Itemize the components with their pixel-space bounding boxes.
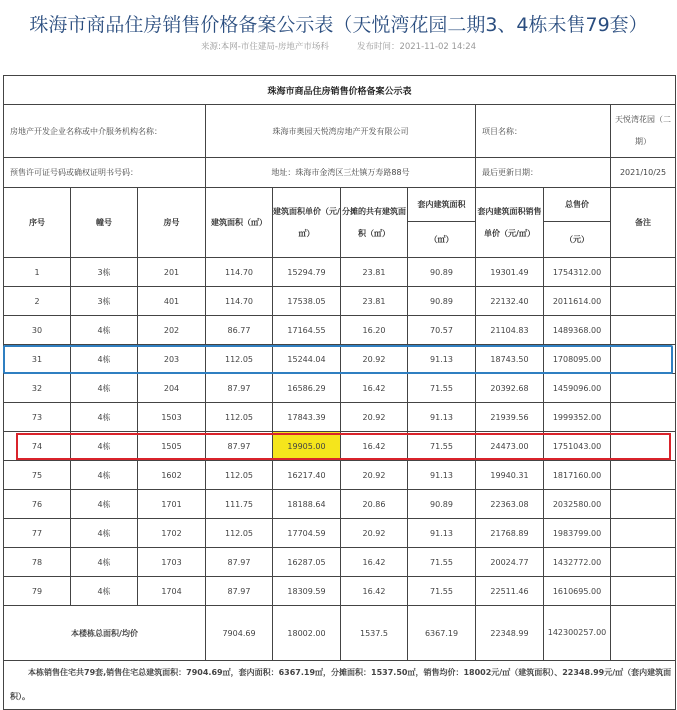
header-remark: 备注 (611, 188, 676, 258)
cell-unit-price: 17164.55 (273, 316, 341, 345)
cell-area: 87.97 (206, 577, 273, 606)
cell-area: 112.05 (206, 345, 273, 374)
cell-unit-price: 16287.05 (273, 548, 341, 577)
cell-shared: 23.81 (341, 287, 408, 316)
table-caption: 珠海市商品住房销售价格备案公示表 (4, 76, 676, 105)
cell-unit-price: 15294.79 (273, 258, 341, 287)
cell-building: 3栋 (71, 287, 138, 316)
cell-shared: 16.42 (341, 548, 408, 577)
cell-inner-area: 71.55 (408, 548, 476, 577)
header-room: 房号 (138, 188, 206, 258)
cell-room: 204 (138, 374, 206, 403)
cell-area: 112.05 (206, 519, 273, 548)
cell-total: 1432772.00 (544, 548, 611, 577)
cell-remark (611, 432, 676, 461)
cell-area: 87.97 (206, 548, 273, 577)
summary-text (4, 661, 676, 710)
table-row (4, 548, 676, 577)
cell-inner-area: 90.89 (408, 258, 476, 287)
table-row (4, 374, 676, 403)
cell-inner-area: 71.55 (408, 577, 476, 606)
cell-total: 1459096.00 (544, 374, 611, 403)
header-inner-area: 套内建筑面积 (408, 188, 476, 222)
header-shared: 分摊的共有建筑面积（㎡） (341, 188, 408, 258)
cell-inner-area: 91.13 (408, 345, 476, 374)
price-table (3, 75, 676, 710)
table-row (4, 403, 676, 432)
cell-shared: 20.92 (341, 461, 408, 490)
cell-no: 78 (4, 548, 71, 577)
address: 地址：珠海市金湾区三灶镇万寿路88号 (206, 158, 476, 188)
cell-inner-area: 90.89 (408, 287, 476, 316)
cell-inner-area: 91.13 (408, 461, 476, 490)
cell-inner-price: 24473.00 (476, 432, 544, 461)
cell-remark (611, 345, 676, 374)
cell-shared: 16.20 (341, 316, 408, 345)
cell-building: 4栋 (71, 432, 138, 461)
cell-area: 112.05 (206, 461, 273, 490)
header-building: 幢号 (71, 188, 138, 258)
cell-total: 1751043.00 (544, 432, 611, 461)
cell-no: 31 (4, 345, 71, 374)
cell-unit-price: 16586.29 (273, 374, 341, 403)
cell-total: 1610695.00 (544, 577, 611, 606)
cell-room: 1503 (138, 403, 206, 432)
cell-inner-area: 91.13 (408, 403, 476, 432)
cell-building: 4栋 (71, 374, 138, 403)
cell-inner-price: 21768.89 (476, 519, 544, 548)
table-row (4, 345, 676, 374)
cell-inner-price: 21104.83 (476, 316, 544, 345)
cell-building: 4栋 (71, 548, 138, 577)
cell-unit-price: 17538.05 (273, 287, 341, 316)
cell-shared: 20.86 (341, 490, 408, 519)
cell-shared: 16.42 (341, 577, 408, 606)
cell-room: 1704 (138, 577, 206, 606)
company-name: 珠海市奥园天悦湾房地产开发有限公司 (206, 105, 476, 158)
article-meta (0, 40, 677, 52)
table-row (4, 490, 676, 519)
totals-inner-area: 6367.19 (408, 606, 476, 661)
publish-time: 发布时间：2021-11-02 14:24 (356, 42, 477, 52)
cell-inner-price: 22132.40 (476, 287, 544, 316)
cell-total: 2032580.00 (544, 490, 611, 519)
cell-no: 76 (4, 490, 71, 519)
cell-shared: 20.92 (341, 345, 408, 374)
header-inner-price: 套内建筑面积销售单价（元/㎡） (476, 188, 544, 258)
updated-label: 最后更新日期： (476, 158, 611, 188)
cell-unit-price: 18188.64 (273, 490, 341, 519)
cell-building: 4栋 (71, 577, 138, 606)
table-row (4, 577, 676, 606)
cell-area: 87.97 (206, 374, 273, 403)
cell-unit-price: 17704.59 (273, 519, 341, 548)
totals-label: 本楼栋总面积/均价 (4, 606, 206, 661)
cell-room: 1602 (138, 461, 206, 490)
summary: 本栋销售住宅共79套,销售住宅总建筑面积：7904.69㎡，套内面积：6367.19㎡，分摊面积：1537.50㎡，销售均价：18002元/㎡（建筑面积）、22348.99元/㎡（套内建筑面积）。 (10, 668, 672, 701)
cell-building: 4栋 (71, 461, 138, 490)
table-row (4, 287, 676, 316)
cell-inner-price: 20024.77 (476, 548, 544, 577)
table-row (4, 519, 676, 548)
cell-total: 1708095.00 (544, 345, 611, 374)
updated-date: 2021/10/25 (611, 158, 676, 188)
project-name: 天悦湾花园（二期） (611, 105, 676, 158)
totals-shared: 1537.5 (341, 606, 408, 661)
cell-building: 4栋 (71, 316, 138, 345)
cell-area: 86.77 (206, 316, 273, 345)
cell-remark (611, 403, 676, 432)
cell-total: 1489368.00 (544, 316, 611, 345)
cell-inner-price: 20392.68 (476, 374, 544, 403)
page-title: 珠海市商品住房销售价格备案公示表（天悦湾花园二期3、4栋未售79套） (29, 14, 648, 36)
cell-unit-price: 17843.39 (273, 403, 341, 432)
cell-remark (611, 374, 676, 403)
cell-building: 3栋 (71, 258, 138, 287)
cell-remark (611, 287, 676, 316)
cell-inner-area: 70.57 (408, 316, 476, 345)
cell-remark (611, 490, 676, 519)
cell-unit-price: 18309.59 (273, 577, 341, 606)
cell-room: 203 (138, 345, 206, 374)
header-inner-area-unit: （㎡） (408, 222, 476, 258)
cell-building: 4栋 (71, 403, 138, 432)
totals-unit-price: 18002.00 (273, 606, 341, 661)
cell-building: 4栋 (71, 490, 138, 519)
cell-total: 1754312.00 (544, 258, 611, 287)
cell-room: 202 (138, 316, 206, 345)
cell-room: 201 (138, 258, 206, 287)
cell-inner-price: 18743.50 (476, 345, 544, 374)
cell-area: 111.75 (206, 490, 273, 519)
header-no: 序号 (4, 188, 71, 258)
source: 来源:本网-市住建局-房地产市场科 (200, 42, 329, 52)
cell-no: 32 (4, 374, 71, 403)
cell-no: 73 (4, 403, 71, 432)
cell-no: 30 (4, 316, 71, 345)
table-row (4, 461, 676, 490)
cell-total: 1983799.00 (544, 519, 611, 548)
cell-area: 114.70 (206, 287, 273, 316)
cell-remark (611, 316, 676, 345)
cell-unit-price: 16217.40 (273, 461, 341, 490)
permit-label: 预售许可证号码或确权证明书号码： (4, 158, 206, 188)
cell-total: 1999352.00 (544, 403, 611, 432)
cell-room: 1703 (138, 548, 206, 577)
cell-building: 4栋 (71, 345, 138, 374)
cell-room: 1702 (138, 519, 206, 548)
cell-inner-price: 19940.31 (476, 461, 544, 490)
cell-room: 1505 (138, 432, 206, 461)
cell-shared: 20.92 (341, 403, 408, 432)
project-label: 项目名称： (476, 105, 611, 158)
cell-remark (611, 577, 676, 606)
table-row (4, 316, 676, 345)
totals-area: 7904.69 (206, 606, 273, 661)
cell-no: 2 (4, 287, 71, 316)
table-row (4, 258, 676, 287)
cell-inner-price: 22363.08 (476, 490, 544, 519)
cell-no: 79 (4, 577, 71, 606)
cell-total: 1817160.00 (544, 461, 611, 490)
cell-unit-price: 15244.04 (273, 345, 341, 374)
cell-total: 2011614.00 (544, 287, 611, 316)
cell-inner-price: 21939.56 (476, 403, 544, 432)
cell-area: 112.05 (206, 403, 273, 432)
cell-no: 1 (4, 258, 71, 287)
cell-shared: 20.92 (341, 519, 408, 548)
cell-shared: 16.42 (341, 432, 408, 461)
cell-remark (611, 519, 676, 548)
cell-inner-price: 19301.49 (476, 258, 544, 287)
totals-total: 142300257.00 (544, 606, 611, 661)
cell-no: 74 (4, 432, 71, 461)
totals-inner-price: 22348.99 (476, 606, 544, 661)
cell-shared: 16.42 (341, 374, 408, 403)
header-area: 建筑面积（㎡） (206, 188, 273, 258)
cell-remark (611, 258, 676, 287)
header-total: 总售价 (544, 188, 611, 222)
cell-room: 1701 (138, 490, 206, 519)
cell-remark (611, 548, 676, 577)
table-row (4, 432, 676, 461)
cell-unit-price: 19905.00 (273, 432, 341, 461)
header-unit-price: 建筑面积单价（元/㎡） (273, 188, 341, 258)
cell-inner-area: 91.13 (408, 519, 476, 548)
totals-remark (611, 606, 676, 661)
cell-area: 114.70 (206, 258, 273, 287)
cell-remark (611, 461, 676, 490)
cell-no: 77 (4, 519, 71, 548)
cell-inner-price: 22511.46 (476, 577, 544, 606)
cell-room: 401 (138, 287, 206, 316)
cell-inner-area: 90.89 (408, 490, 476, 519)
company-label: 房地产开发企业名称或中介服务机构名称： (4, 105, 206, 158)
cell-shared: 23.81 (341, 258, 408, 287)
header-total-unit: （元） (544, 222, 611, 258)
cell-no: 75 (4, 461, 71, 490)
cell-inner-area: 71.55 (408, 432, 476, 461)
cell-inner-area: 71.55 (408, 374, 476, 403)
cell-building: 4栋 (71, 519, 138, 548)
cell-area: 87.97 (206, 432, 273, 461)
